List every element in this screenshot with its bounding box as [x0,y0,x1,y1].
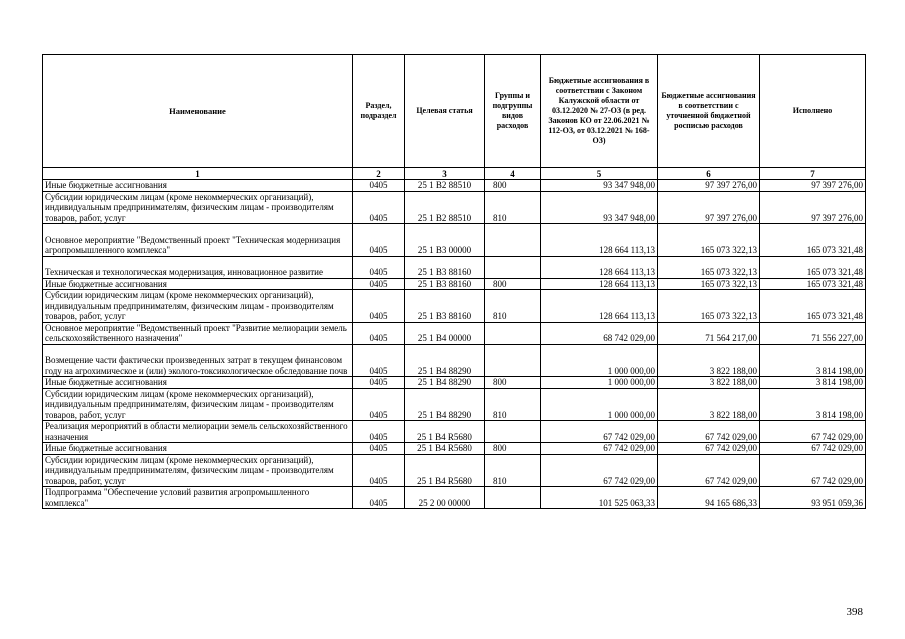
table-row [43,290,866,323]
table-row [43,487,866,509]
budget-table [42,54,866,509]
row-refined-amount: 94 165 686,33 [658,487,760,509]
row-article: 25 1 B4 88290 [405,388,485,421]
row-article: 25 1 B4 88290 [405,377,485,389]
table-row [43,421,866,443]
header-law: Бюджетные ассигнования в соответствии с Законом Калужской области от 03.12.2020 № 27-ОЗ (в ред. Законов КО от 22.06.2021 № 112-ОЗ, от 03.12.2021 № 168-ОЗ) [541,55,658,168]
row-name: Подпрограмма "Обеспечение условий развития агропромышленного комплекса" [43,487,353,509]
row-section: 0405 [353,191,405,224]
row-section: 0405 [353,180,405,192]
row-section: 0405 [353,290,405,323]
row-name: Основное мероприятие "Ведомственный проект "Техническая модернизация агропромышленного комплекса" [43,224,353,257]
row-law-amount: 68 742 029,00 [541,322,658,344]
row-section: 0405 [353,322,405,344]
row-article: 25 2 00 00000 [405,487,485,509]
row-group [485,344,541,377]
row-group: 810 [485,454,541,487]
column-number: 2 [353,168,405,180]
table-row [43,278,866,290]
row-law-amount: 128 664 113,13 [541,290,658,323]
row-name: Иные бюджетные ассигнования [43,180,353,192]
header-groups: Группы и подгруппы видов расходов [485,55,541,168]
row-section: 0405 [353,377,405,389]
row-group: 810 [485,290,541,323]
row-law-amount: 128 664 113,13 [541,224,658,257]
row-executed-amount: 165 073 321,48 [760,278,866,290]
row-law-amount: 67 742 029,00 [541,421,658,443]
row-refined-amount: 3 822 188,00 [658,344,760,377]
row-executed-amount: 165 073 321,48 [760,256,866,278]
row-section: 0405 [353,443,405,455]
row-section: 0405 [353,344,405,377]
row-law-amount: 67 742 029,00 [541,443,658,455]
row-group [485,224,541,257]
header-article: Целевая статья [405,55,485,168]
row-executed-amount: 97 397 276,00 [760,191,866,224]
header-name: Наименование [43,55,353,168]
row-group: 800 [485,180,541,192]
row-law-amount: 128 664 113,13 [541,256,658,278]
row-article: 25 1 B3 88160 [405,256,485,278]
page-number: 398 [846,606,863,618]
row-group [485,322,541,344]
column-number: 4 [485,168,541,180]
column-number: 6 [658,168,760,180]
row-group: 800 [485,278,541,290]
row-executed-amount: 71 556 227,00 [760,322,866,344]
row-group [485,421,541,443]
row-section: 0405 [353,388,405,421]
row-group: 810 [485,191,541,224]
header-refined: Бюджетные ассигнования в соответствии с уточненной бюджетной росписью расходов [658,55,760,168]
row-executed-amount: 67 742 029,00 [760,421,866,443]
table-header-row [43,55,866,168]
row-name: Основное мероприятие "Ведомственный проект "Развитие мелиорации земель сельскохозяйственного назначения" [43,322,353,344]
row-refined-amount: 165 073 322,13 [658,290,760,323]
table-row [43,443,866,455]
row-group: 810 [485,388,541,421]
row-executed-amount: 165 073 321,48 [760,224,866,257]
row-refined-amount: 67 742 029,00 [658,421,760,443]
row-refined-amount: 165 073 322,13 [658,278,760,290]
row-name: Иные бюджетные ассигнования [43,278,353,290]
row-law-amount: 1 000 000,00 [541,388,658,421]
row-article: 25 1 B4 R5680 [405,454,485,487]
table-row [43,388,866,421]
row-group: 800 [485,443,541,455]
row-article: 25 1 B4 R5680 [405,421,485,443]
row-executed-amount: 3 814 198,00 [760,377,866,389]
row-executed-amount: 67 742 029,00 [760,443,866,455]
row-name: Техническая и технологическая модернизация, инновационное развитие [43,256,353,278]
row-article: 25 1 B4 88290 [405,344,485,377]
row-article: 25 1 B3 88160 [405,290,485,323]
header-executed: Исполнено [760,55,866,168]
row-name: Иные бюджетные ассигнования [43,377,353,389]
row-executed-amount: 97 397 276,00 [760,180,866,192]
row-name: Иные бюджетные ассигнования [43,443,353,455]
row-executed-amount: 3 814 198,00 [760,388,866,421]
row-refined-amount: 67 742 029,00 [658,443,760,455]
table-row [43,180,866,192]
row-section: 0405 [353,421,405,443]
row-article: 25 1 B3 00000 [405,224,485,257]
table-row [43,377,866,389]
row-executed-amount: 165 073 321,48 [760,290,866,323]
row-name: Субсидии юридическим лицам (кроме некоммерческих организаций), индивидуальным предпринимателям, физическим лицам - производителям товаров, работ, услуг [43,290,353,323]
table-row [43,454,866,487]
row-law-amount: 93 347 948,00 [541,191,658,224]
row-article: 25 1 B4 00000 [405,322,485,344]
row-refined-amount: 165 073 322,13 [658,224,760,257]
row-section: 0405 [353,256,405,278]
row-executed-amount: 3 814 198,00 [760,344,866,377]
column-number: 5 [541,168,658,180]
row-refined-amount: 3 822 188,00 [658,377,760,389]
row-refined-amount: 97 397 276,00 [658,191,760,224]
row-group [485,256,541,278]
table-row [43,322,866,344]
row-name: Субсидии юридическим лицам (кроме некоммерческих организаций), индивидуальным предпринимателям, физическим лицам - производителям товаров, работ, услуг [43,388,353,421]
column-number-row [43,168,866,180]
table-row [43,256,866,278]
row-law-amount: 1 000 000,00 [541,377,658,389]
row-executed-amount: 67 742 029,00 [760,454,866,487]
table-row [43,191,866,224]
row-law-amount: 93 347 948,00 [541,180,658,192]
row-refined-amount: 97 397 276,00 [658,180,760,192]
column-number: 3 [405,168,485,180]
row-group [485,487,541,509]
row-law-amount: 101 525 063,33 [541,487,658,509]
row-law-amount: 1 000 000,00 [541,344,658,377]
row-section: 0405 [353,278,405,290]
row-name: Субсидии юридическим лицам (кроме некоммерческих организаций), индивидуальным предпринимателям, физическим лицам - производителям товаров, работ, услуг [43,191,353,224]
row-refined-amount: 3 822 188,00 [658,388,760,421]
column-number: 7 [760,168,866,180]
row-name: Реализация мероприятий в области мелиорации земель сельскохозяйственного назначения [43,421,353,443]
row-article: 25 1 B4 R5680 [405,443,485,455]
table-row [43,344,866,377]
table-body [43,180,866,509]
row-name: Субсидии юридическим лицам (кроме некоммерческих организаций), индивидуальным предпринимателям, физическим лицам - производителям товаров, работ, услуг [43,454,353,487]
row-article: 25 1 B2 88510 [405,180,485,192]
row-refined-amount: 165 073 322,13 [658,256,760,278]
row-article: 25 1 B3 88160 [405,278,485,290]
row-article: 25 1 B2 88510 [405,191,485,224]
row-law-amount: 67 742 029,00 [541,454,658,487]
row-name: Возмещение части фактически произведенных затрат в текущем финансовом году на агрохимическое и (или) эколого-токсикологическое обследование почв [43,344,353,377]
header-section: Раздел, подраздел [353,55,405,168]
row-group: 800 [485,377,541,389]
row-section: 0405 [353,454,405,487]
row-refined-amount: 67 742 029,00 [658,454,760,487]
row-law-amount: 128 664 113,13 [541,278,658,290]
row-refined-amount: 71 564 217,00 [658,322,760,344]
row-section: 0405 [353,224,405,257]
row-executed-amount: 93 951 059,36 [760,487,866,509]
row-section: 0405 [353,487,405,509]
table-row [43,224,866,257]
column-number: 1 [43,168,353,180]
